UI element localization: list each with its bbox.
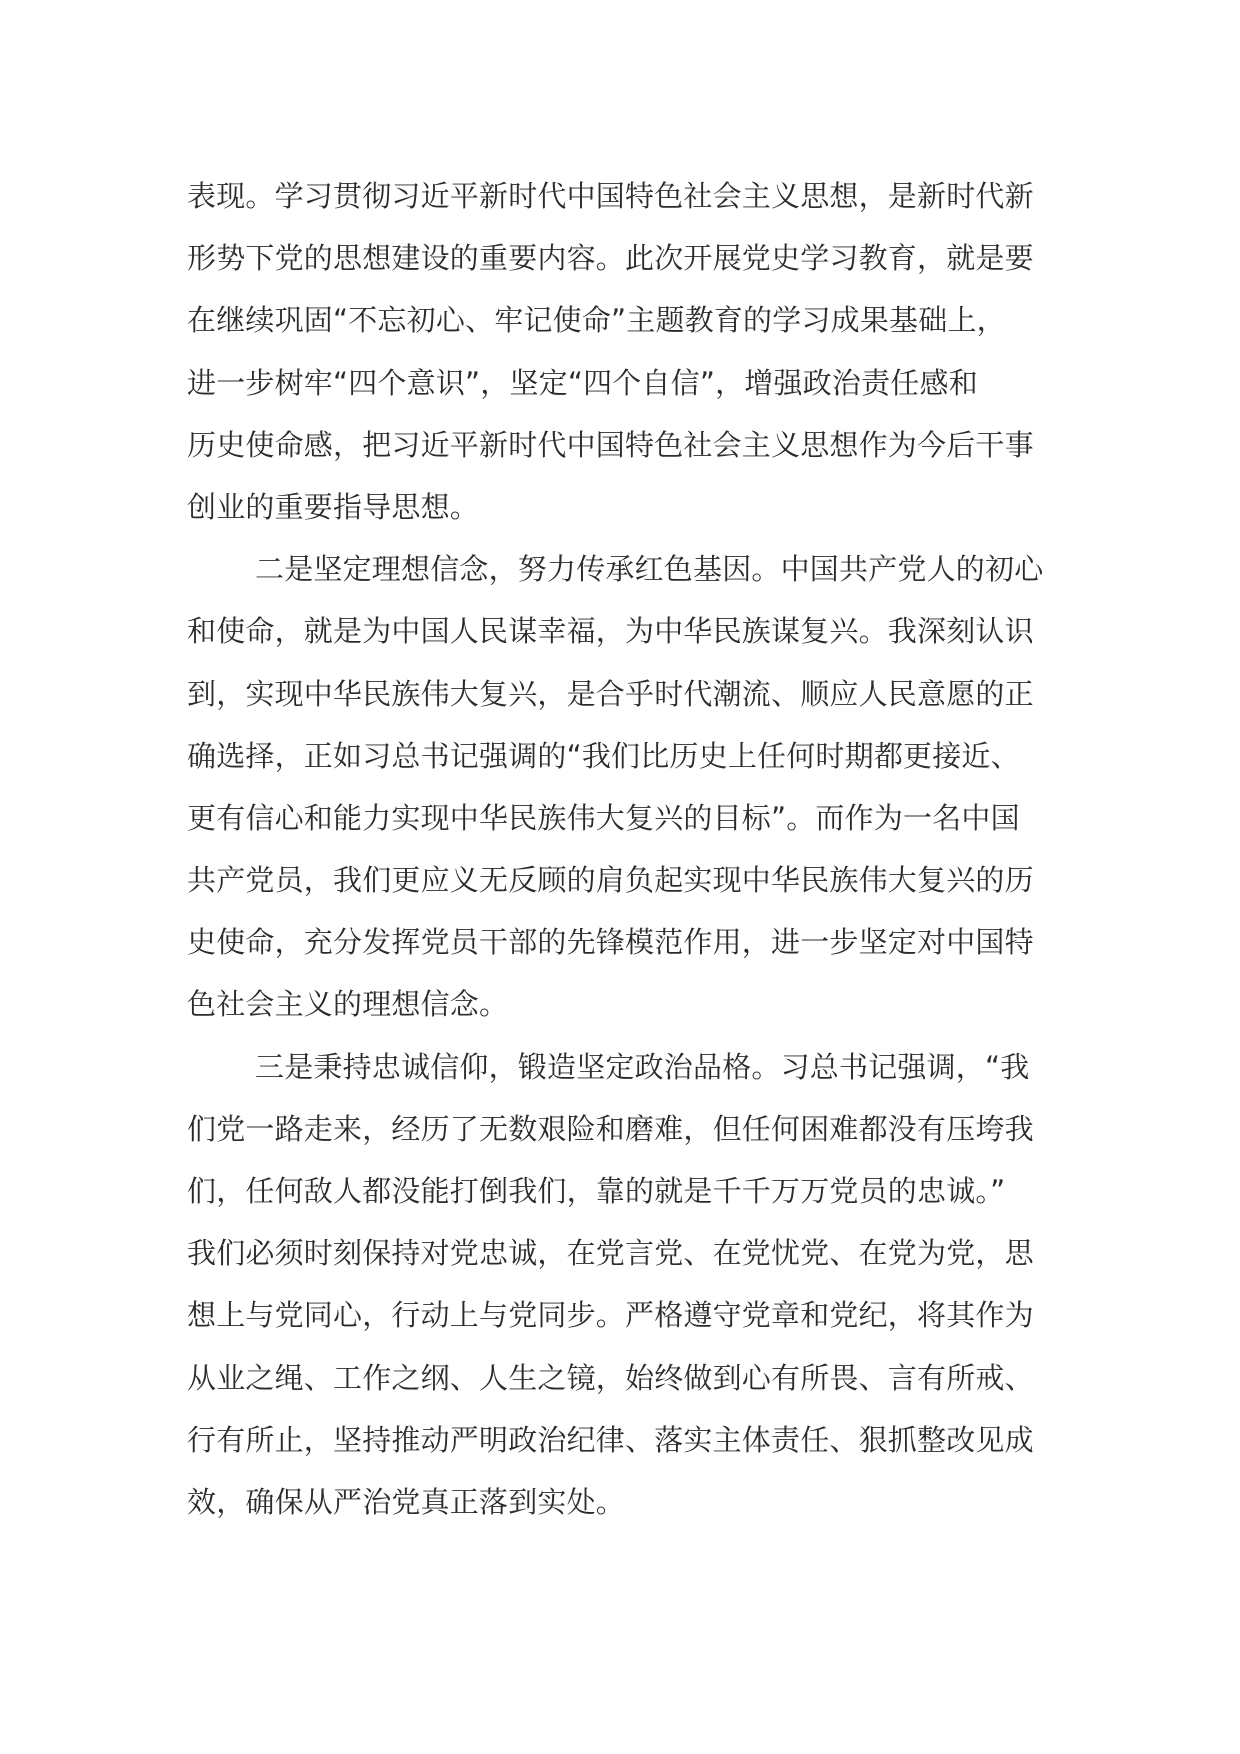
text-line: 到，实现中华民族伟大复兴，是合乎时代潮流、顺应人民意愿的正 — [187, 676, 1034, 711]
text-line: 色社会主义的理想信念。 — [187, 987, 509, 1022]
document-body — [187, 165, 1053, 1533]
text-line: 形势下党的思想建设的重要内容。此次开展党史学习教育，就是要 — [187, 241, 1034, 276]
text-line: 历史使命感，把习近平新时代中国特色社会主义思想作为今后干事 — [187, 427, 1034, 462]
text-line: 在继续巩固“不忘初心、牢记使命”主题教育的学习成果基础上， — [187, 303, 1006, 338]
text-line: 效，确保从严治党真正落到实处。 — [187, 1484, 626, 1519]
text-line: 和使命，就是为中国人民谋幸福，为中华民族谋复兴。我深刻认识 — [187, 614, 1034, 649]
text-line: 们，任何敌人都没能打倒我们，靠的就是千千万万党员的忠诚。” — [187, 1174, 1006, 1208]
text-line: 行有所止，坚持推动严明政治纪律、落实主体责任、狠抓整改见成 — [187, 1422, 1034, 1457]
text-line: 三是秉持忠诚信仰，锻造坚定政治品格。习总书记强调，“我 — [255, 1049, 1030, 1084]
text-line: 更有信心和能力实现中华民族伟大复兴的目标”。而作为一名中国 — [187, 800, 1020, 835]
text-line: 从业之绳、工作之纲、人生之镜，始终做到心有所畏、言有所戒、 — [187, 1360, 1034, 1395]
text-line: 我们必须时刻保持对党忠诚，在党言党、在党忧党、在党为党，思 — [187, 1236, 1034, 1271]
text-line: 二是坚定理想信念，努力传承红色基因。中国共产党人的初心 — [255, 552, 1044, 587]
text-line: 表现。学习贯彻习近平新时代中国特色社会主义思想，是新时代新 — [187, 179, 1034, 213]
text-line: 确选择，正如习总书记强调的“我们比历史上任何时期都更接近、 — [187, 738, 1020, 773]
text-line: 进一步树牢“四个意识”，坚定“四个自信”，增强政治责任感和 — [187, 365, 978, 400]
text-line: 想上与党同心，行动上与党同步。严格遵守党章和党纪，将其作为 — [187, 1298, 1034, 1333]
text-line: 史使命，充分发挥党员干部的先锋模范作用，进一步坚定对中国特 — [187, 925, 1034, 960]
text-line: 共产党员，我们更应义无反顾的肩负起实现中华民族伟大复兴的历 — [187, 863, 1034, 898]
text-line: 们党一路走来，经历了无数艰险和磨难，但任何困难都没有压垮我 — [187, 1111, 1034, 1146]
text-line: 创业的重要指导思想。 — [187, 489, 480, 524]
